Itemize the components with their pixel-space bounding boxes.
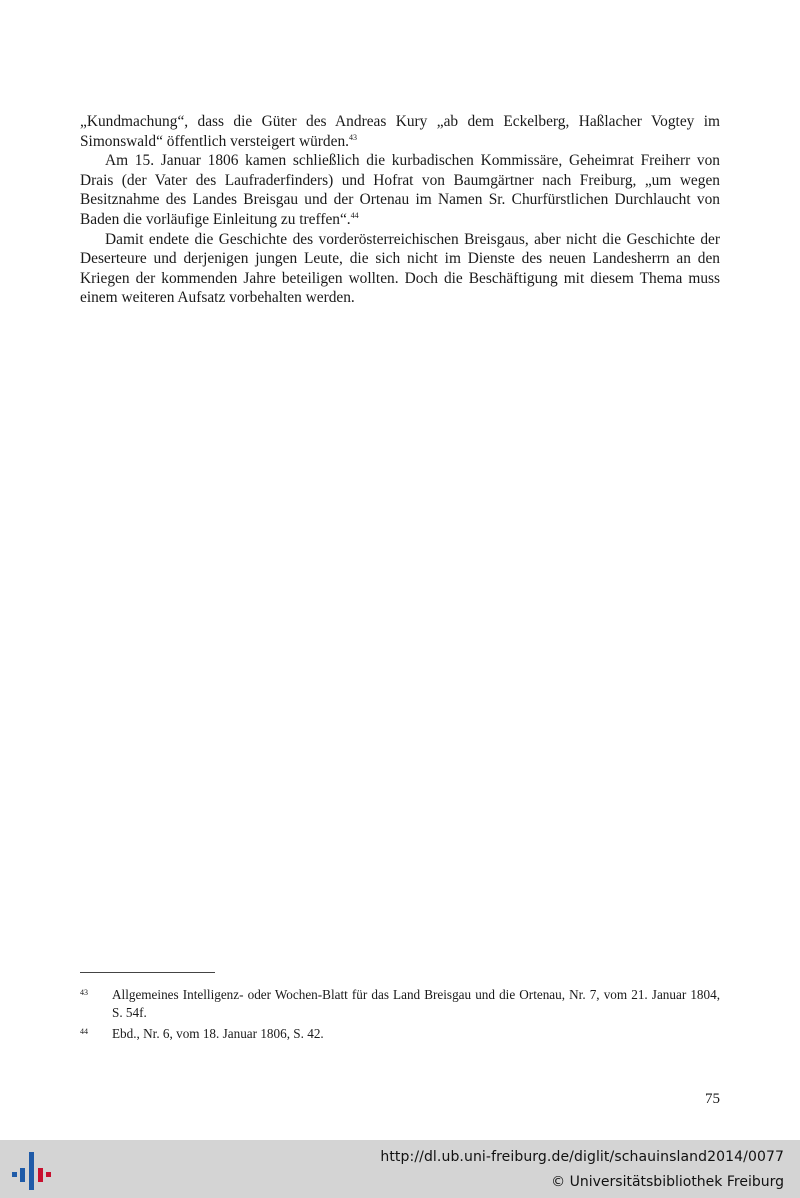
ub-freiburg-logo-icon[interactable] [8, 1150, 52, 1192]
footnote-number: 44 [80, 1027, 88, 1036]
body-text [80, 112, 720, 308]
page-number: 75 [705, 1091, 720, 1107]
footer-url-link[interactable]: http://dl.ub.uni-freiburg.de/diglit/schauinsland2014/0077 [380, 1149, 784, 1165]
footnote-divider [80, 972, 215, 973]
footnote-text: Ebd., Nr. 6, vom 18. Januar 1806, S. 42. [112, 1026, 324, 1041]
paragraph-2-text: Am 15. Januar 1806 kamen schließlich die kurbadischen Kommissäre, Geheimrat Freiherr von Drais (der Vater des Laufraderfinders) und Hofrat von Baumgärtner nach Freiburg, „um wegen Besitznahme des Landes Breisgau und der Ortenau im Namen Sr. Churfürstlichen Durchlaucht von Baden die vorläufige Einleitung zu treffen“. [80, 152, 720, 228]
paragraph-1-text: „Kundmachung“, dass die Güter des Andreas Kury „ab dem Eckelberg, Haßlacher Vogtey im Simonswald“ öffentlich versteigert würden. [80, 113, 720, 150]
footnote-43 [80, 986, 720, 1021]
footnotes [80, 986, 720, 1047]
paragraph-1 [80, 112, 720, 151]
footer-bar [0, 1140, 800, 1198]
footnote-ref-43[interactable]: 43 [348, 132, 357, 142]
footnote-44 [80, 1025, 720, 1043]
paragraph-3 [80, 230, 720, 308]
footer-copyright: © Universitätsbibliothek Freiburg [551, 1174, 784, 1190]
footnote-number: 43 [80, 988, 88, 997]
paragraph-2 [80, 151, 720, 229]
footnote-text: Allgemeines Intelligenz- oder Wochen-Blatt für das Land Breisgau und die Ortenau, Nr. 7, vom 21. Januar 1804, S. 54f. [112, 987, 720, 1020]
footnote-ref-44[interactable]: 44 [350, 210, 359, 220]
paragraph-3-text: Damit endete die Geschichte des vorderösterreichischen Breisgaus, aber nicht die Geschichte der Deserteure und derjenigen jungen Leute, die sich nicht im Dienste des neuen Landesherrn an den Kriegen der kommenden Jahre beteiligen wollten. Doch die Beschäftigung mit diesem Thema muss einem weiteren Aufsatz vorbehalten werden. [80, 230, 720, 307]
